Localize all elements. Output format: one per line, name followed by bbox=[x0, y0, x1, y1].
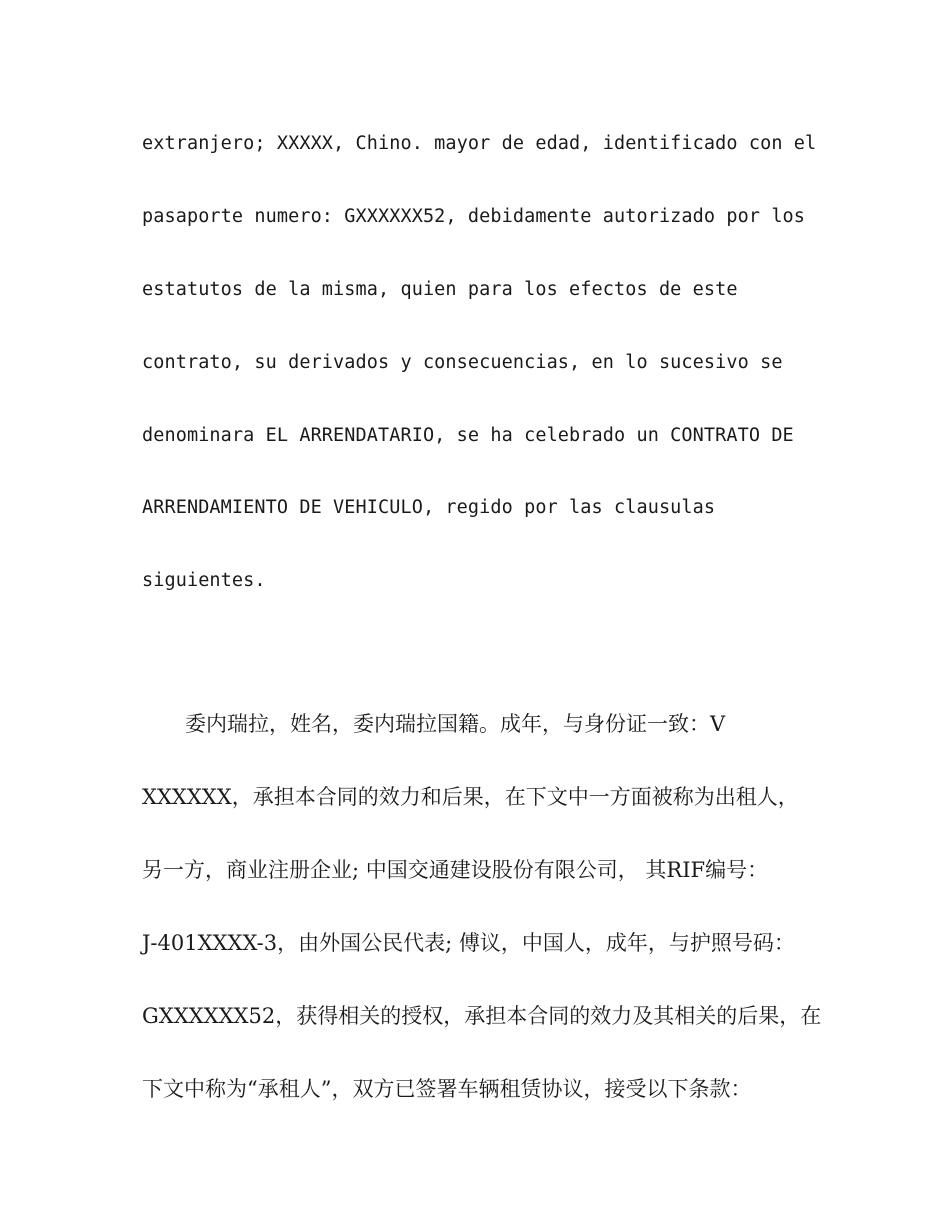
chinese-line-2: XXXXXX，承担本合同的效力和后果，在下文中一方面被称为出租人， bbox=[142, 785, 799, 809]
spanish-line-3: estatutos de la misma, quien para los efectos de este bbox=[142, 279, 738, 300]
chinese-line-1: 委内瑞拉，姓名，委内瑞拉国籍。成年，与身份证一致：V bbox=[185, 712, 726, 736]
spanish-line-5: denominara EL ARRENDATARIO, se ha celebrado un CONTRATO DE bbox=[142, 425, 794, 446]
chinese-line-5: GXXXXXX52，获得相关的授权，承担本合同的效力及其相关的后果，在 bbox=[142, 1004, 822, 1028]
spanish-line-7: siguientes. bbox=[142, 570, 266, 591]
spanish-line-6: ARRENDAMIENTO DE VEHICULO, regido por las clausulas bbox=[142, 497, 716, 518]
chinese-line-4: J-401XXXX-3，由外国公民代表; 傅议，中国人，成年，与护照号码： bbox=[142, 931, 795, 955]
spanish-line-4: contrato, su derivados y consecuencias, en lo sucesivo se bbox=[142, 352, 783, 373]
spanish-line-1: extranjero; XXXXX, Chino. mayor de edad, identificado con el bbox=[142, 133, 817, 154]
spanish-line-2: pasaporte numero: GXXXXXX52, debidamente autorizado por los bbox=[142, 206, 806, 227]
chinese-line-6: 下文中称为“承租人”，双方已签署车辆租赁协议，接受以下条款： bbox=[142, 1077, 752, 1101]
chinese-line-3: 另一方，商业注册企业; 中国交通建设股份有限公司， 其RIF编号： bbox=[142, 858, 769, 882]
